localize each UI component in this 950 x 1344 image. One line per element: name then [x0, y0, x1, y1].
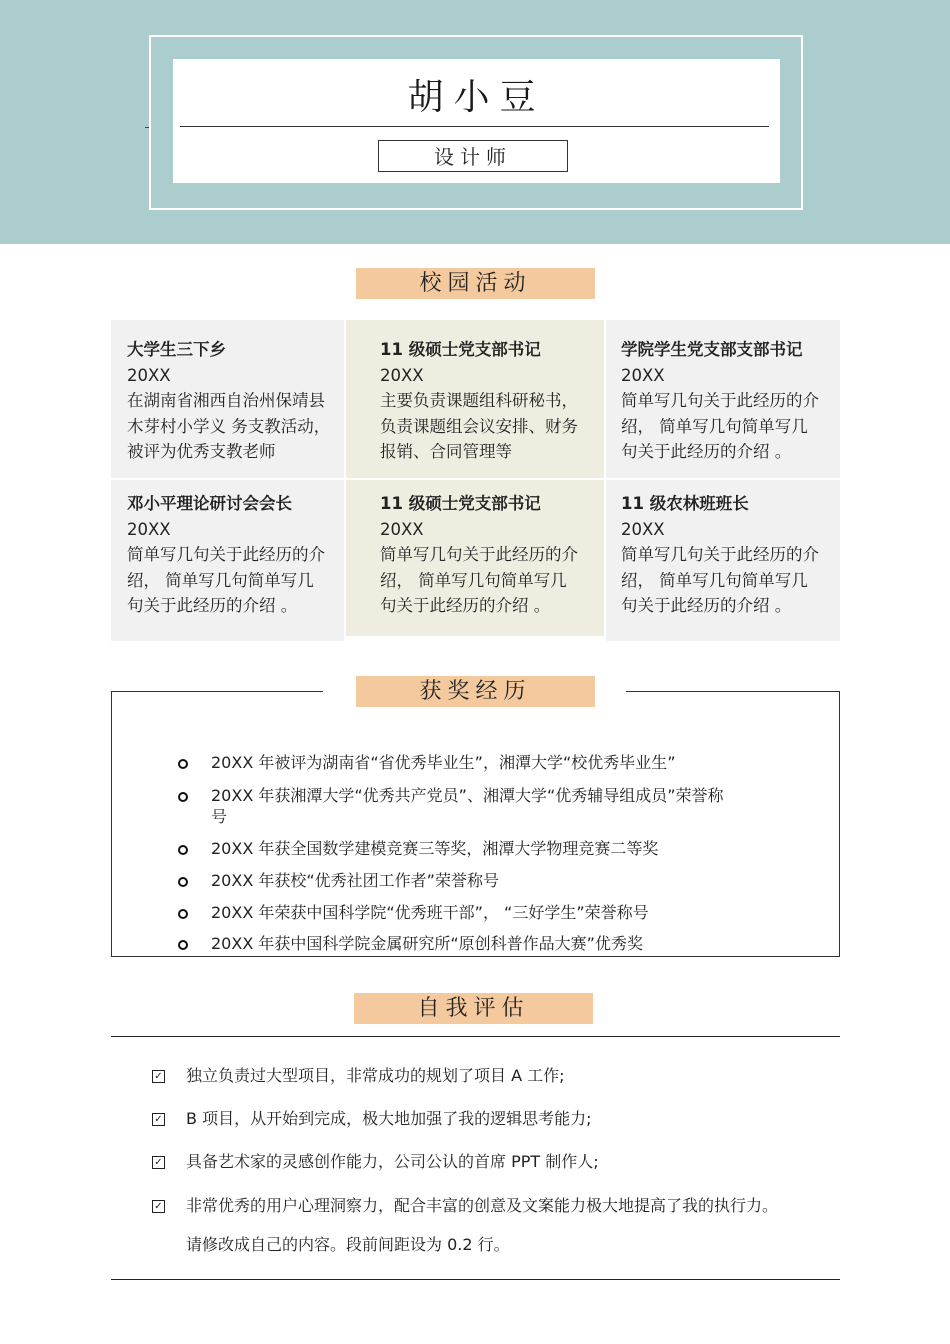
award-item: 20XX 年被评为湖南省“省优秀毕业生”，湘潭大学“校优秀毕业生” — [211, 753, 676, 772]
award-item: 20XX 年获校“优秀社团工作者”荣誉称号 — [211, 871, 499, 890]
activity-year: 20XX — [380, 365, 424, 385]
self-eval-top-rule — [111, 1036, 840, 1037]
activity-title: 邓小平理论研讨会会长 — [127, 494, 292, 513]
activity-desc: 绍， 简单写几句简单写几 — [621, 570, 808, 590]
activity-card — [606, 320, 840, 478]
activity-card — [346, 320, 604, 478]
award-item: 20XX 年获湘潭大学“优秀共产党员”、湘潭大学“优秀辅导组成员”荣誉称 — [211, 786, 724, 805]
self-eval-note: 请修改成自己的内容。段前间距设为 0.2 行。 — [186, 1235, 510, 1254]
self-eval-item: B 项目，从开始到完成，极大地加强了我的逻辑思考能力; — [186, 1109, 592, 1128]
activity-desc: 简单写几句关于此经历的介 — [621, 391, 819, 410]
award-item: 20XX 年荣获中国科学院“优秀班干部”， “三好学生”荣誉称号 — [211, 903, 649, 922]
activity-desc: 句关于此经历的介绍 。 — [621, 596, 792, 615]
activity-card — [111, 480, 344, 641]
checkbox-icon: ✓ — [152, 1113, 165, 1126]
activity-year: 20XX — [127, 519, 171, 539]
activity-year: 20XX — [621, 365, 665, 385]
checkbox-icon: ✓ — [152, 1070, 165, 1083]
bullet-icon — [178, 877, 188, 887]
activity-title: 大学生三下乡 — [127, 340, 226, 359]
bullet-icon — [178, 940, 188, 950]
award-item: 20XX 年获全国数学建模竞赛三等奖，湘潭大学物理竞赛二等奖 — [211, 839, 659, 858]
activity-title: 11 级硕士党支部书记 — [380, 340, 541, 359]
self-eval-heading: 自我评估 — [354, 993, 593, 1024]
activity-desc: 句关于此经历的介绍 。 — [127, 596, 298, 615]
activity-year: 20XX — [621, 519, 665, 539]
activity-title: 11 级硕士党支部书记 — [380, 494, 541, 513]
activity-desc: 绍， 简单写几句简单写几 — [127, 570, 314, 590]
activity-card — [606, 480, 840, 641]
bullet-icon — [178, 909, 188, 919]
activities-heading: 校园活动 — [356, 268, 595, 299]
activity-desc: 绍， 简单写几句简单写几 — [380, 570, 567, 590]
decor-tick — [145, 127, 149, 128]
checkbox-icon: ✓ — [152, 1156, 165, 1169]
activity-desc: 绍， 简单写几句简单写几 — [621, 416, 808, 436]
job-title: 设计师 — [378, 140, 568, 172]
activity-desc: 句关于此经历的介绍 。 — [621, 442, 792, 461]
activity-year: 20XX — [127, 365, 171, 385]
award-item-continued: 号 — [211, 807, 228, 826]
activity-desc: 负责课题组会议安排、财务 — [380, 416, 578, 436]
activity-desc: 在湖南省湘西自治州保靖县 — [127, 391, 325, 410]
checkbox-icon: ✓ — [152, 1200, 165, 1213]
self-eval-item: 非常优秀的用户心理洞察力，配合丰富的创意及文案能力极大地提高了我的执行力。 — [186, 1196, 779, 1215]
bullet-icon — [178, 759, 188, 769]
activity-year: 20XX — [380, 519, 424, 539]
activity-desc: 主要负责课题组科研秘书， — [380, 391, 578, 410]
activity-desc: 简单写几句关于此经历的介 — [621, 545, 819, 564]
activity-desc: 简单写几句关于此经历的介 — [380, 545, 578, 564]
activity-desc: 句关于此经历的介绍 。 — [380, 596, 551, 615]
activity-card — [111, 320, 344, 478]
activity-title: 学院学生党支部支部书记 — [621, 340, 803, 359]
name-divider — [180, 126, 769, 127]
activity-title: 11 级农林班班长 — [621, 494, 749, 513]
bullet-icon — [178, 845, 188, 855]
self-eval-item: 具备艺术家的灵感创作能力，公司公认的首席 PPT 制作人; — [186, 1152, 599, 1171]
bullet-icon — [178, 792, 188, 802]
activity-desc: 木芽村小学义 务支教活动， — [127, 416, 331, 436]
activity-desc: 简单写几句关于此经历的介 — [127, 545, 325, 564]
activities-grid — [111, 320, 840, 641]
activity-desc: 报销、合同管理等 — [380, 442, 512, 461]
award-item: 20XX 年获中国科学院金属研究所“原创科普作品大赛”优秀奖 — [211, 934, 643, 953]
self-eval-bottom-rule — [111, 1279, 840, 1280]
header-card — [173, 59, 780, 183]
self-eval-item: 独立负责过大型项目，非常成功的规划了项目 A 工作; — [186, 1066, 565, 1085]
activity-card — [346, 480, 604, 636]
person-name: 胡小豆 — [407, 77, 546, 118]
awards-heading: 获奖经历 — [356, 676, 595, 707]
activity-desc: 被评为优秀支教老师 — [127, 442, 276, 461]
